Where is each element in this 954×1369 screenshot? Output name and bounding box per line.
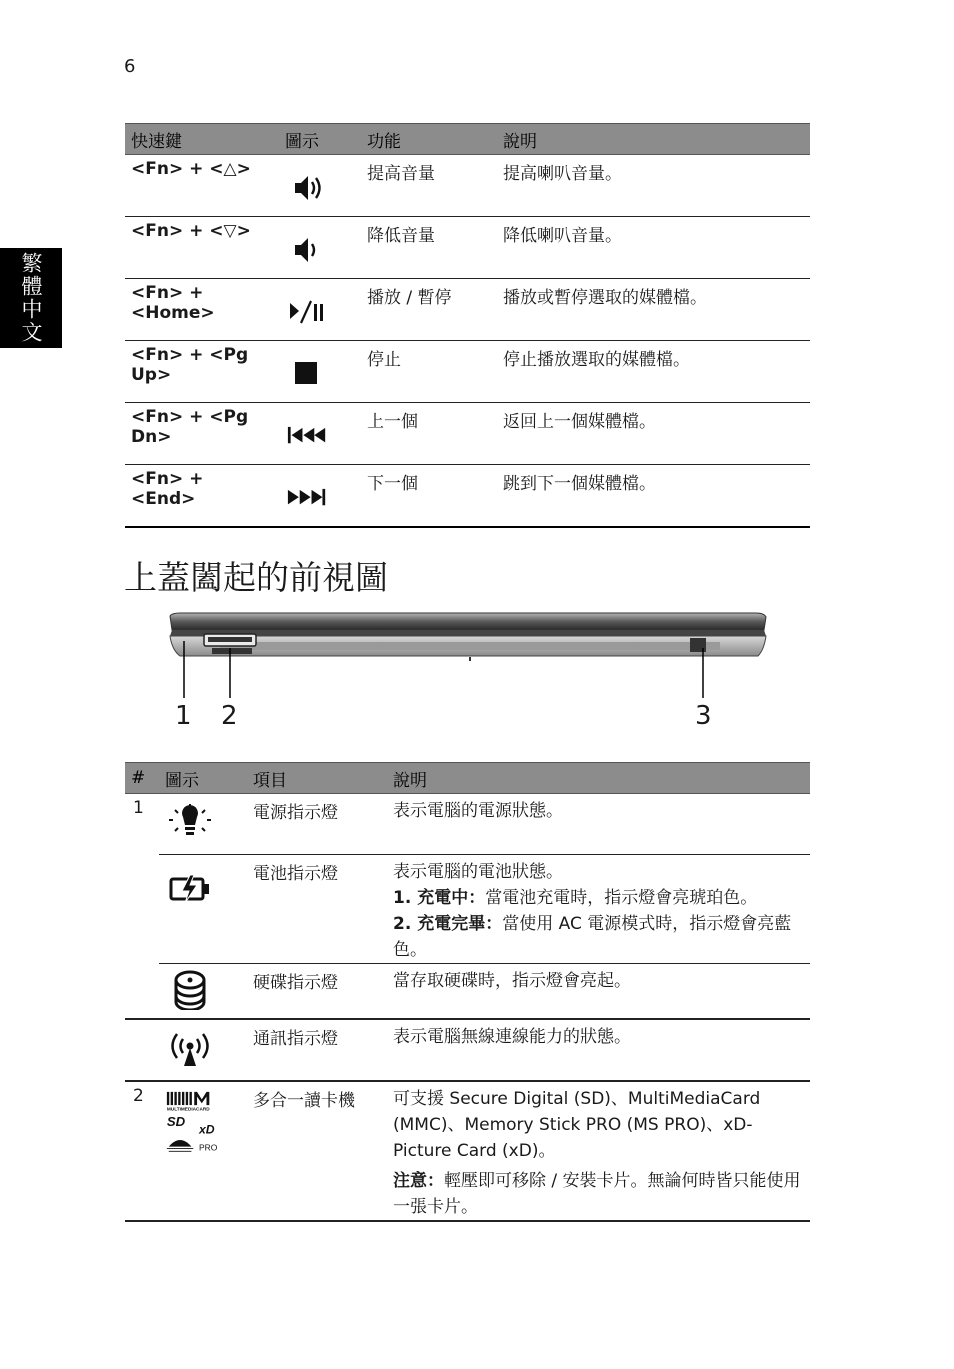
- description-cell: 返回上一個媒體檔。: [497, 403, 810, 465]
- description-cell: 當存取硬碟時，指示燈會亮起。: [387, 964, 810, 1020]
- hotkey-cell: <Fn> + <Home>: [125, 279, 279, 341]
- sd-logo-text: SD: [166, 1113, 186, 1129]
- header-icon: 圖示: [159, 763, 247, 794]
- pro-logo-text: PRO: [198, 1142, 218, 1153]
- section-title: 上蓋闔起的前視圖: [124, 558, 388, 597]
- function-cell: 停止: [361, 341, 497, 403]
- description-cell: [387, 1081, 810, 1221]
- table-row: [125, 155, 810, 217]
- function-cell: 上一個: [361, 403, 497, 465]
- header-number: #: [125, 763, 159, 794]
- card-reader-icon: [165, 1090, 231, 1156]
- header-description: 說明: [497, 124, 810, 155]
- callout-3: 3: [695, 701, 712, 731]
- xd-logo-text: xD: [198, 1122, 215, 1137]
- description-cell: 播放或暫停選取的媒體檔。: [497, 279, 810, 341]
- header-function: 功能: [361, 124, 497, 155]
- description-cell: 表示電腦的電源狀態。: [387, 794, 810, 855]
- table-row: [125, 341, 810, 403]
- row-number: [125, 964, 159, 1020]
- table-row: [125, 964, 810, 1020]
- stop-icon: [287, 359, 327, 389]
- description-cell: 跳到下一個媒體檔。: [497, 465, 810, 528]
- next-track-icon: [287, 483, 327, 513]
- hotkey-cell: <Fn> + <△>: [125, 155, 279, 217]
- row-number: 2: [125, 1081, 159, 1221]
- description-cell: 表示電腦無線連線能力的狀態。: [387, 1019, 810, 1081]
- header-icon: 圖示: [279, 124, 361, 155]
- card-reader-description: 可支援 Secure Digital (SD)、MultiMediaCard (MMC)、Memory Stick PRO (MS PRO)、xD-Picture Card (xD)。: [393, 1089, 761, 1161]
- table-row: [125, 465, 810, 528]
- hotkey-table-header: [125, 124, 810, 155]
- hotkey-cell: <Fn> + <Pg Up>: [125, 341, 279, 403]
- function-cell: 降低音量: [361, 217, 497, 279]
- hotkey-cell: <Fn> + <▽>: [125, 217, 279, 279]
- battery-description: 表示電腦的電池狀態。: [393, 862, 563, 882]
- header-item: 項目: [247, 763, 387, 794]
- row-number: 1: [133, 798, 144, 818]
- note-text: 輕壓即可移除 / 安裝卡片。無論何時皆只能使用一張卡片。: [393, 1171, 801, 1217]
- item-cell: 電池指示燈: [247, 855, 387, 964]
- item-cell: 硬碟指示燈: [247, 964, 387, 1020]
- table-row: [125, 794, 810, 855]
- charging-status-line: [393, 885, 804, 911]
- table-row: [125, 1019, 810, 1081]
- table-row: [125, 217, 810, 279]
- function-cell: 播放 / 暫停: [361, 279, 497, 341]
- header-description: 說明: [387, 763, 810, 794]
- charging-text: 當電池充電時，指示燈會亮琥珀色。: [485, 888, 758, 908]
- table-row: [125, 1081, 810, 1221]
- charged-text: 當使用 AC 電源模式時，指示燈會亮藍色。: [393, 914, 792, 960]
- callout-1: 1: [175, 701, 192, 731]
- table-row: [125, 403, 810, 465]
- row-number: [125, 855, 159, 964]
- power-indicator-icon: [167, 804, 213, 844]
- indicator-table: [125, 762, 810, 1222]
- note-label: 注意：: [393, 1171, 444, 1191]
- mmc-logo-text: MULTIMEDIACARD: [166, 1106, 210, 1112]
- header-hotkey: 快速鍵: [125, 124, 279, 155]
- charged-status-line: [393, 911, 804, 963]
- hotkey-table: [125, 123, 810, 528]
- volume-up-icon: [287, 173, 327, 203]
- previous-track-icon: [287, 421, 327, 451]
- hotkey-cell: <Fn> + <End>: [125, 465, 279, 528]
- table-row: [125, 855, 810, 964]
- charged-label: 2. 充電完畢：: [393, 914, 503, 934]
- laptop-front-view-illustration: [160, 608, 780, 738]
- callout-2: 2: [221, 701, 238, 731]
- indicator-table-header: [125, 763, 810, 794]
- item-cell: 通訊指示燈: [247, 1019, 387, 1081]
- table-row: [125, 279, 810, 341]
- wireless-indicator-icon: [167, 1030, 213, 1070]
- volume-down-icon: [287, 235, 327, 265]
- description-cell: [387, 855, 810, 964]
- item-cell: 多合一讀卡機: [247, 1081, 387, 1221]
- description-cell: 提高喇叭音量。: [497, 155, 810, 217]
- description-cell: 停止播放選取的媒體檔。: [497, 341, 810, 403]
- item-cell: 電源指示燈: [247, 794, 387, 855]
- hdd-indicator-icon: [167, 970, 213, 1010]
- card-reader-note: [393, 1168, 804, 1220]
- language-tab: 繁體中文: [0, 248, 62, 348]
- play-pause-icon: [287, 297, 327, 327]
- description-cell: 降低喇叭音量。: [497, 217, 810, 279]
- function-cell: 下一個: [361, 465, 497, 528]
- page-number: 6: [124, 56, 136, 77]
- row-number: [125, 1019, 159, 1081]
- function-cell: 提高音量: [361, 155, 497, 217]
- charging-label: 1. 充電中：: [393, 888, 486, 908]
- battery-indicator-icon: [167, 869, 213, 909]
- hotkey-cell: <Fn> + <Pg Dn>: [125, 403, 279, 465]
